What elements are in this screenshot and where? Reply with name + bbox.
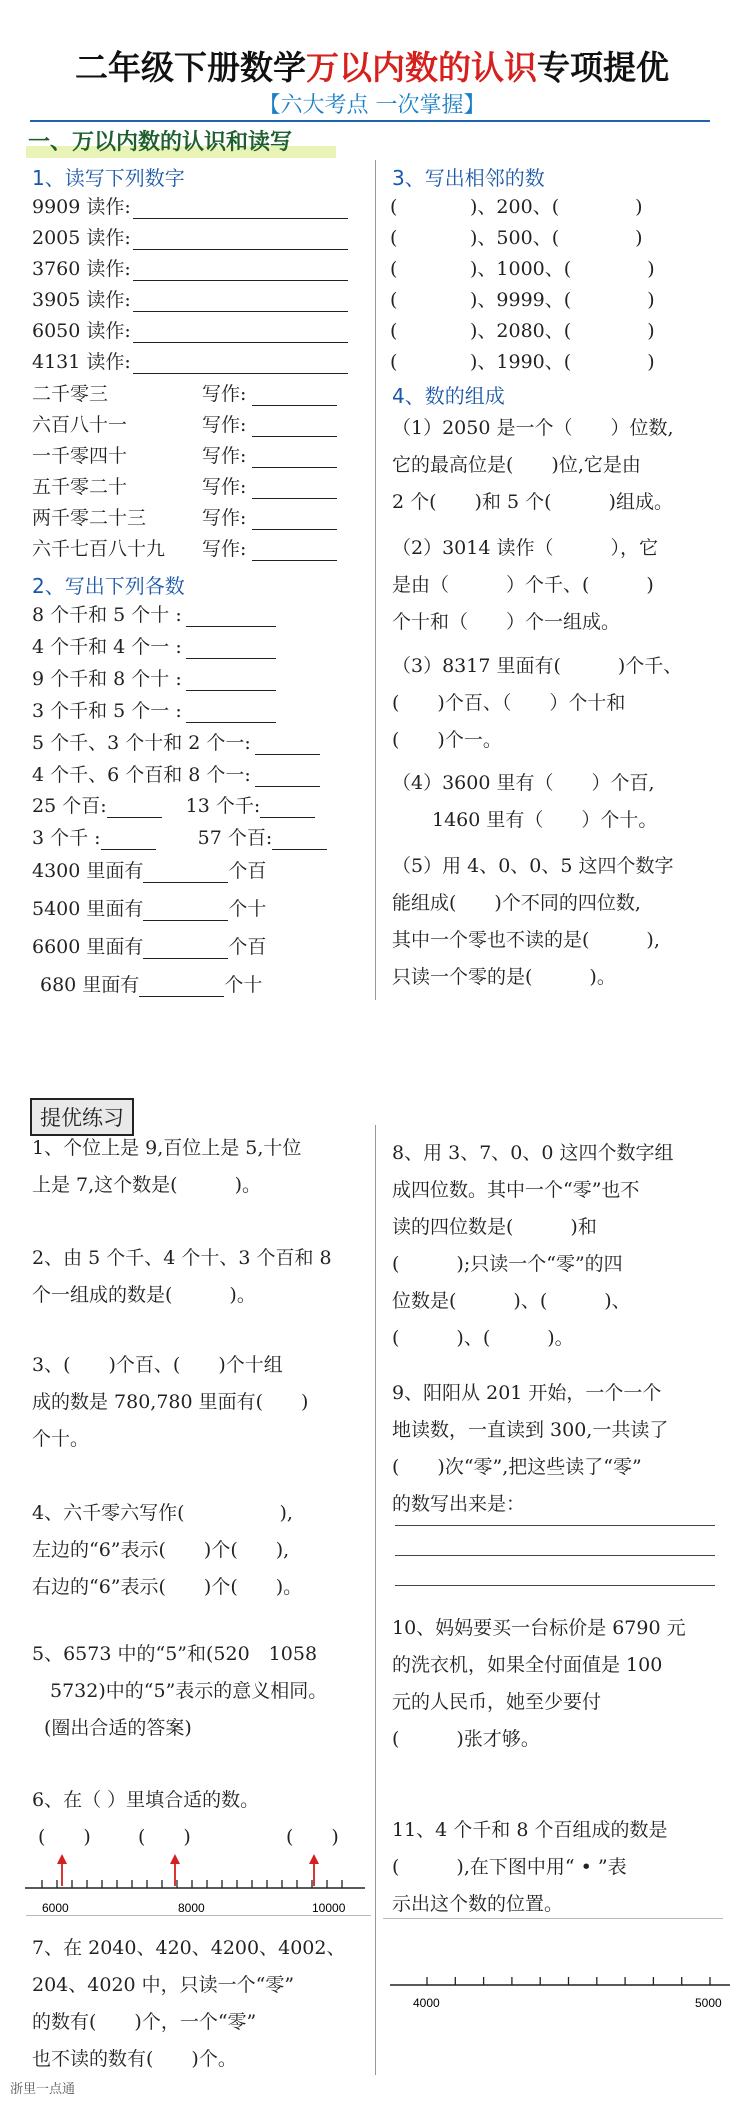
practice-q2: 2、由 5 个千、4 个十、3 个百和 8 个一组成的数是( )。 (32, 1247, 332, 1306)
q6-q7-separator (26, 1915, 371, 1916)
write-number-row (32, 664, 276, 691)
practice-q10: 10、妈妈要买一台标价是 6790 元 的洗衣机，如果全付面值是 100 元的人民币，她至少要付 ( )张才够。 (392, 1617, 686, 1750)
answer-blank[interactable] (143, 864, 228, 883)
write-prompt: 五千零二十 (32, 476, 128, 498)
answer-line-1[interactable] (395, 1525, 715, 1526)
write-label: 写作: (202, 414, 247, 436)
number-prompt: 3 个千和 5 个一 : (32, 700, 182, 722)
q6-blank-1[interactable]: ( ) (38, 1826, 91, 1848)
write-prompt: 二千零三 (32, 383, 109, 405)
answer-blank[interactable] (133, 231, 348, 250)
write-row (32, 534, 337, 561)
read-prompt: 4131 读作: (32, 351, 131, 373)
have-prompt: 4300 里面有 (32, 860, 144, 882)
read-row (32, 347, 348, 374)
arrow-3 (309, 1854, 319, 1886)
tick-label-4000: 4000 (413, 1996, 440, 2010)
answer-blank[interactable] (101, 831, 156, 850)
answer-blank[interactable] (186, 608, 276, 627)
page-subtitle: 【六大考点 一次掌握】 (258, 93, 486, 118)
column-divider-top (375, 160, 376, 1000)
adjacent-value: 9999 (496, 289, 545, 311)
adjacent-value: 2080 (496, 320, 545, 342)
practice-q7: 7、在 2040、420、4200、4002、 204、4020 中，只读一个“零” 的数有( )个，一个“零” 也不读的数有( )个。 (32, 1937, 346, 2070)
answer-blank[interactable] (186, 640, 276, 659)
right-paren-blank[interactable]: ( ) (563, 320, 655, 342)
adjacent-row: ( )、9999、( ) (390, 285, 654, 312)
left-paren-blank[interactable]: ( (390, 258, 455, 280)
section-title: 一、万以内数的认识和读写 (28, 130, 293, 155)
read-row (32, 285, 348, 312)
read-prompt: 9909 读作: (32, 196, 131, 218)
tick-label-5000: 5000 (695, 1996, 722, 2010)
number-prompt: 8 个千和 5 个十 : (32, 604, 182, 626)
write-row (32, 441, 337, 468)
adjacent-value: 1000 (496, 258, 545, 280)
answer-line-2[interactable] (395, 1555, 715, 1556)
practice-q8: 8、用 3、7、0、0 这四个数字组 成四位数。其中一个“零”也不 读的四位数是( )和 ( );只读一个“零”的四 位数是( )、( )、 ( )、( )。 (392, 1142, 674, 1349)
practice-q11: 11、4 个千和 8 个百组成的数是 ( ),在下图中用“ • ”表 示出这个数的位置。 (392, 1819, 668, 1915)
footer-brand: 浙里一点通 (10, 2082, 76, 2097)
pair-row-2: 3 个千 : 57 个百: (32, 823, 327, 850)
answer-blank[interactable] (252, 511, 337, 530)
write-label: 写作: (202, 445, 247, 467)
have-unit: 个十 (228, 898, 267, 920)
answer-blank[interactable] (107, 799, 162, 818)
q6-number-line (20, 1850, 370, 1920)
right-paren-blank[interactable]: ( ) (563, 258, 655, 280)
write-number-row (32, 696, 276, 723)
answer-blank[interactable] (139, 978, 224, 997)
write-number-row (32, 600, 276, 627)
read-row (32, 192, 348, 219)
have-row (32, 856, 266, 883)
write-number-row (32, 728, 320, 755)
adjacent-row: ( )、200、( ) (390, 192, 642, 219)
have-row (40, 970, 262, 997)
have-row (32, 894, 266, 921)
have-prompt: 6600 里面有 (32, 936, 144, 958)
left-paren-blank[interactable]: ( (390, 289, 455, 311)
number-prompt: 4 个千和 4 个一 : (32, 636, 182, 658)
write-number-row (32, 632, 276, 659)
right-paren-blank[interactable]: ( ) (563, 289, 655, 311)
answer-blank[interactable] (272, 831, 327, 850)
practice-q5: 5、6573 中的“5”和(520 1058 5732)中的“5”表示的意义相同。 (圈出合适的答案) (32, 1643, 328, 1739)
answer-blank[interactable] (260, 799, 315, 818)
answer-blank[interactable] (143, 940, 228, 959)
adjacent-value: 200 (496, 196, 533, 218)
answer-blank[interactable] (186, 704, 276, 723)
q6-blank-3[interactable]: ( ) (286, 1826, 339, 1848)
answer-blank[interactable] (133, 200, 348, 219)
q11-number-line (385, 1955, 735, 2015)
arrow-2 (170, 1854, 180, 1886)
read-row (32, 254, 348, 281)
composition-q5: （5）用 4、0、0、5 这四个数字 能组成( )个不同的四位数, 其中一个零也不读的是( ), 只读一个零的是( )。 (392, 855, 674, 988)
adjacent-value: 500 (496, 227, 533, 249)
read-prompt: 6050 读作: (32, 320, 131, 342)
answer-blank[interactable] (133, 324, 348, 343)
adjacent-value: 1990 (496, 351, 545, 373)
answer-blank[interactable] (186, 672, 276, 691)
write-row (32, 503, 337, 530)
composition-q3: （3）8317 里面有( )个千、 ( )个百、（ ）个十和 ( )个一。 (392, 655, 683, 751)
composition-q4: （4）3600 里有（ ）个百, 1460 里有（ ）个十。 (392, 772, 658, 831)
practice-q9: 9、阳阳从 201 开始，一个一个 地读数，一直读到 300,一共读了 ( )次“零”,把这些读了“零” 的数写出来是： (392, 1382, 669, 1515)
left-paren-blank[interactable]: ( (390, 320, 455, 342)
write-prompt: 六百八十一 (32, 414, 128, 436)
number-prompt: 9 个千和 8 个十 : (32, 668, 182, 690)
answer-blank[interactable] (133, 355, 348, 374)
heading-adjacent: 3、写出相邻的数 (392, 166, 545, 190)
tick-label-6000: 6000 (42, 1901, 69, 1915)
heading-write-numbers: 2、写出下列各数 (32, 574, 185, 598)
read-prompt: 3760 读作: (32, 258, 131, 280)
composition-q2: （2）3014 读作（ ），它 是由（ ）个千、( ) 个十和（ ）个一组成。 (392, 537, 658, 633)
answer-blank[interactable] (133, 262, 348, 281)
column-divider-bottom (375, 1125, 376, 2075)
adjacent-row: ( )、2080、( ) (390, 316, 654, 343)
write-number-row (32, 760, 320, 787)
arrow-1 (57, 1854, 67, 1886)
left-paren-blank[interactable]: ( (390, 351, 455, 373)
practice-label: 提优练习 (30, 1098, 134, 1136)
left-paren-blank[interactable]: ( (390, 227, 455, 249)
answer-blank[interactable] (143, 902, 228, 921)
answer-blank[interactable] (252, 418, 337, 437)
answer-blank[interactable] (252, 480, 337, 499)
answer-blank[interactable] (255, 768, 320, 787)
answer-blank[interactable] (252, 542, 337, 561)
tick-label-10000: 10000 (312, 1901, 346, 1915)
write-prompt: 两千零二十三 (32, 507, 147, 529)
read-row (32, 316, 348, 343)
composition-q1: （1）2050 是一个（ ）位数, 它的最高位是( )位,它是由 2 个( )和 5 个( )组成。 (392, 417, 674, 513)
q6-blank-2[interactable]: ( ) (138, 1826, 191, 1848)
have-prompt: 5400 里面有 (32, 898, 144, 920)
heading-composition: 4、数的组成 (392, 384, 505, 408)
page-title: 二年级下册数学万以内数的认识专项提优 (75, 48, 669, 87)
read-row (32, 223, 348, 250)
answer-blank[interactable] (252, 387, 337, 406)
read-prompt: 3905 读作: (32, 289, 131, 311)
have-unit: 个十 (224, 974, 263, 996)
write-label: 写作: (202, 507, 247, 529)
practice-q1: 1、个位上是 9,百位上是 5,十位 上是 7,这个数是( )。 (32, 1137, 302, 1196)
q11-separator (383, 1918, 723, 1919)
right-paren-blank[interactable]: ( ) (551, 227, 643, 249)
practice-q6: 6、在（ ）里填合适的数。 (32, 1789, 260, 1811)
heading-read-write: 1、读写下列数字 (32, 166, 185, 190)
number-prompt: 4 个千、6 个百和 8 个一: (32, 764, 251, 786)
write-row (32, 472, 337, 499)
pair-row-1: 25 个百: 13 个千: (32, 791, 315, 818)
have-row (32, 932, 266, 959)
have-unit: 个百 (228, 936, 267, 958)
tick-label-8000: 8000 (178, 1901, 205, 1915)
answer-blank[interactable] (133, 293, 348, 312)
adjacent-row: ( )、1990、( ) (390, 347, 654, 374)
write-prompt: 一千零四十 (32, 445, 128, 467)
write-label: 写作: (202, 538, 247, 560)
answer-blank[interactable] (255, 736, 320, 755)
answer-line-3[interactable] (395, 1585, 715, 1586)
read-prompt: 2005 读作: (32, 227, 131, 249)
write-label: 写作: (202, 476, 247, 498)
have-prompt: 680 里面有 (40, 974, 140, 996)
number-prompt: 5 个千、3 个十和 2 个一: (32, 732, 251, 754)
answer-blank[interactable] (252, 449, 337, 468)
write-row (32, 410, 337, 437)
adjacent-row: ( )、500、( ) (390, 223, 642, 250)
right-paren-blank[interactable]: ( ) (563, 351, 655, 373)
practice-q4: 4、六千零六写作( ), 左边的“6”表示( )个( ), 右边的“6”表示( )个( )。 (32, 1502, 303, 1598)
have-unit: 个百 (228, 860, 267, 882)
write-row (32, 379, 337, 406)
left-paren-blank[interactable]: ( (390, 196, 455, 218)
right-paren-blank[interactable]: ( ) (551, 196, 643, 218)
write-label: 写作: (202, 383, 247, 405)
header-divider (30, 120, 710, 122)
write-prompt: 六千七百八十九 (32, 538, 166, 560)
practice-q3: 3、( )个百、( )个十组 成的数是 780,780 里面有( ) 个十。 (32, 1354, 309, 1450)
adjacent-row: ( )、1000、( ) (390, 254, 654, 281)
